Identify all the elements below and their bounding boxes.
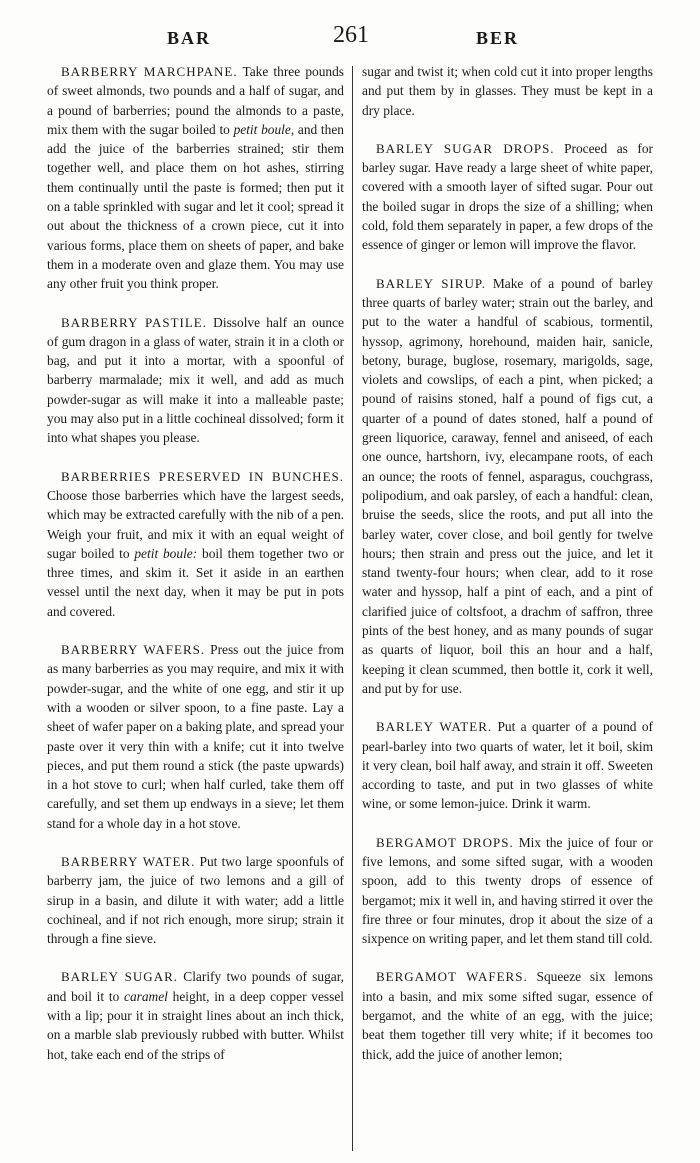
recipe-title: BARLEY SUGAR DROPS.: [376, 140, 555, 156]
running-header: [0, 20, 700, 54]
recipe-text: petit boule: [233, 121, 291, 137]
recipe-text: Dissolve half an ounce of gum dragon in a glass of water, strain it in a cloth or bag, and put it into a mortar, with a spoonful of barberry marmalade; mix it well, and add as much powder-sugar as will make it into a malleable paste; you may also put in a little cochineal dissolved; form it into what shapes you please.: [47, 314, 344, 446]
right-column: [362, 62, 653, 1083]
recipe-text: caramel: [124, 988, 168, 1004]
header-left-guide-word: BAR: [167, 28, 212, 48]
recipe-title: BARBERRIES PRESERVED IN BUNCHES.: [61, 468, 344, 484]
recipe-title: BARBERRY PASTILE.: [61, 314, 208, 330]
recipe-entry: [47, 640, 344, 833]
recipe-entry: [362, 62, 653, 120]
recipe-text: Squeeze six lemons into a basin, and mix some sifted sugar, essence of bergamot, and the white of an egg, with the juice; beat them together till very white; if it becomes too thick, add the juice of another lemon;: [362, 969, 653, 1062]
recipe-text: Put a quarter of a pound of pearl-barley into two quarts of water, let it boil, skim it very clean, boil half away, and strain it off. Sweeten according to taste, and put in two glasses of white wine, or some lemon-juice. Drink it warm.: [362, 719, 653, 812]
recipe-entry: [47, 852, 344, 948]
recipe-entry: [47, 62, 344, 294]
recipe-text: Make of a pound of barley three quarts of barley water; strain out the barley, and put to the water a handful of scabious, tormentil, hyssop, agrimony, horehound, maiden hair, sanicle, betony, burage, buglose, rosemary, marigolds, sage, violets and cowslips, of each a pint, when picked; a pound of raisins stoned, half a pound of figs cut, a quarter of a pound of dates stoned, half a pound of green liquorice, caraway, fennel and aniseed, of each one ounce, hartshorn, ivy, elecampane roots, of each an ounce; the roots of fennel, asparagus, couchgrass, polipodium, and oak parsley, of each a handful: clean, bruise the seeds, slice the roots, and put all into the barley water, cover close, and boil gently for twelve hours; then strain and press out the juice, and let it stand twenty-four hours; when clear, add to it rose water and hyssop, half a pint of each, and a pint of clarified juice of coltsfoot, a drachm of saffron, three pints of the best honey, and as many pounds of sugar as quarts of liquor, boil this an hour and a half, keeping it clean scummed, then bottle it, cork it well, and put by for use.: [362, 275, 653, 696]
recipe-text: height, in a deep copper vessel with a lip; pour it in straight lines about an inch thick, on a marble slab previously rubbed with butter. Whilst hot, take each end of the strips of: [47, 988, 344, 1062]
column-divider: [352, 66, 353, 1151]
recipe-title: BERGAMOT DROPS.: [376, 834, 514, 850]
recipe-text: Clarify two pounds of sugar, and boil it to: [47, 969, 344, 1004]
recipe-text: Put two large spoonfuls of barberry jam, the juice of two lemons and a gill of sirup in a basin, and dilute it with water; add a little cochineal, and if not rich enough, more sirup; strain it through a fine sieve.: [47, 853, 344, 947]
recipe-text: Take three pounds of sweet almonds, two pounds and a half of sugar, and a pound of barberries; pound the almonds to a paste, mix them with the sugar boiled to: [47, 64, 345, 137]
recipe-title: BARLEY WATER.: [376, 719, 493, 735]
recipe-text: Proceed as for barley sugar. Have ready a large sheet of white paper, covered with a smooth layer of sifted sugar. Pour out the boiled sugar in drops the size of a shilling; when cold, fold them separately in paper, a few drops of the essence of ginger or lemon will improve the flavor.: [362, 140, 653, 253]
recipe-title: BARBERRY WATER.: [61, 853, 196, 869]
header-right-guide-word: BER: [476, 28, 520, 48]
recipe-text: , and then add the juice of the barberries strained; stir them together well, and place them on hot ashes, stirring them continually until the paste is formed; then put it on a table sprinkled with sugar and let it cool; spread it out about the thickness of a crown piece, cut it into various forms, place them on sheets of paper, and bake them in a moderate oven and glaze them. You may use any other fruit you think proper.: [47, 121, 344, 292]
recipe-entry: [362, 833, 653, 949]
recipe-title: BARBERRY WAFERS.: [61, 642, 206, 658]
recipe-title: BARLEY SUGAR.: [61, 969, 178, 985]
recipe-title: BERGAMOT WAFERS.: [376, 969, 528, 985]
recipe-text: Mix the juice of four or five lemons, and some sifted sugar, with a wooden spoon, add to this twenty drops of essence of bergamot; mix it well in, and having stirred it over the fire three or four minutes, drop it about the size of a sixpence on writing paper, and let them stand till cold.: [362, 834, 653, 947]
recipe-text: boil them together two or three times, and skim it. Set it aside in an earthen vessel until the next day, when it may be put in pots and covered.: [47, 545, 344, 619]
recipe-entry: [47, 467, 344, 621]
recipe-text: petit boule:: [134, 545, 198, 561]
recipe-entry: [362, 717, 653, 813]
left-column: [47, 62, 344, 1083]
recipe-entry: [47, 313, 344, 448]
recipe-title: BARBERRY MARCHPANE.: [61, 64, 238, 79]
page-number: 261: [333, 22, 369, 48]
recipe-title: BARLEY SIRUP.: [376, 275, 486, 291]
recipe-entry: [47, 967, 344, 1063]
recipe-entry: [362, 139, 653, 255]
recipe-entry: [362, 967, 653, 1063]
recipe-text: Choose those barberries which have the largest seeds, which may be extracted carefully with the nib of a pen. Weigh your fruit, and mix it with an equal weight of sugar boiled to: [47, 487, 344, 561]
recipe-text: Press out the juice from as many barberries as you may require, and mix it with powder-sugar, and the white of one egg, and stir it up with a wooden or silver spoon, to a fine paste. Lay a sheet of wafer paper on a baking plate, and spread your paste over it very thin with a knife; cut it into twelve pieces, and put them round a stick (the paste upwards) in a hot stove to curl; when half curled, take them off carefully, and set them up endways in a sieve; let them stand for a whole day in a hot stove.: [47, 642, 344, 831]
recipe-entry: [362, 274, 653, 699]
recipe-text: sugar and twist it; when cold cut it into proper lengths and put them by in glasses. They must be kept in a dry place.: [362, 64, 653, 118]
